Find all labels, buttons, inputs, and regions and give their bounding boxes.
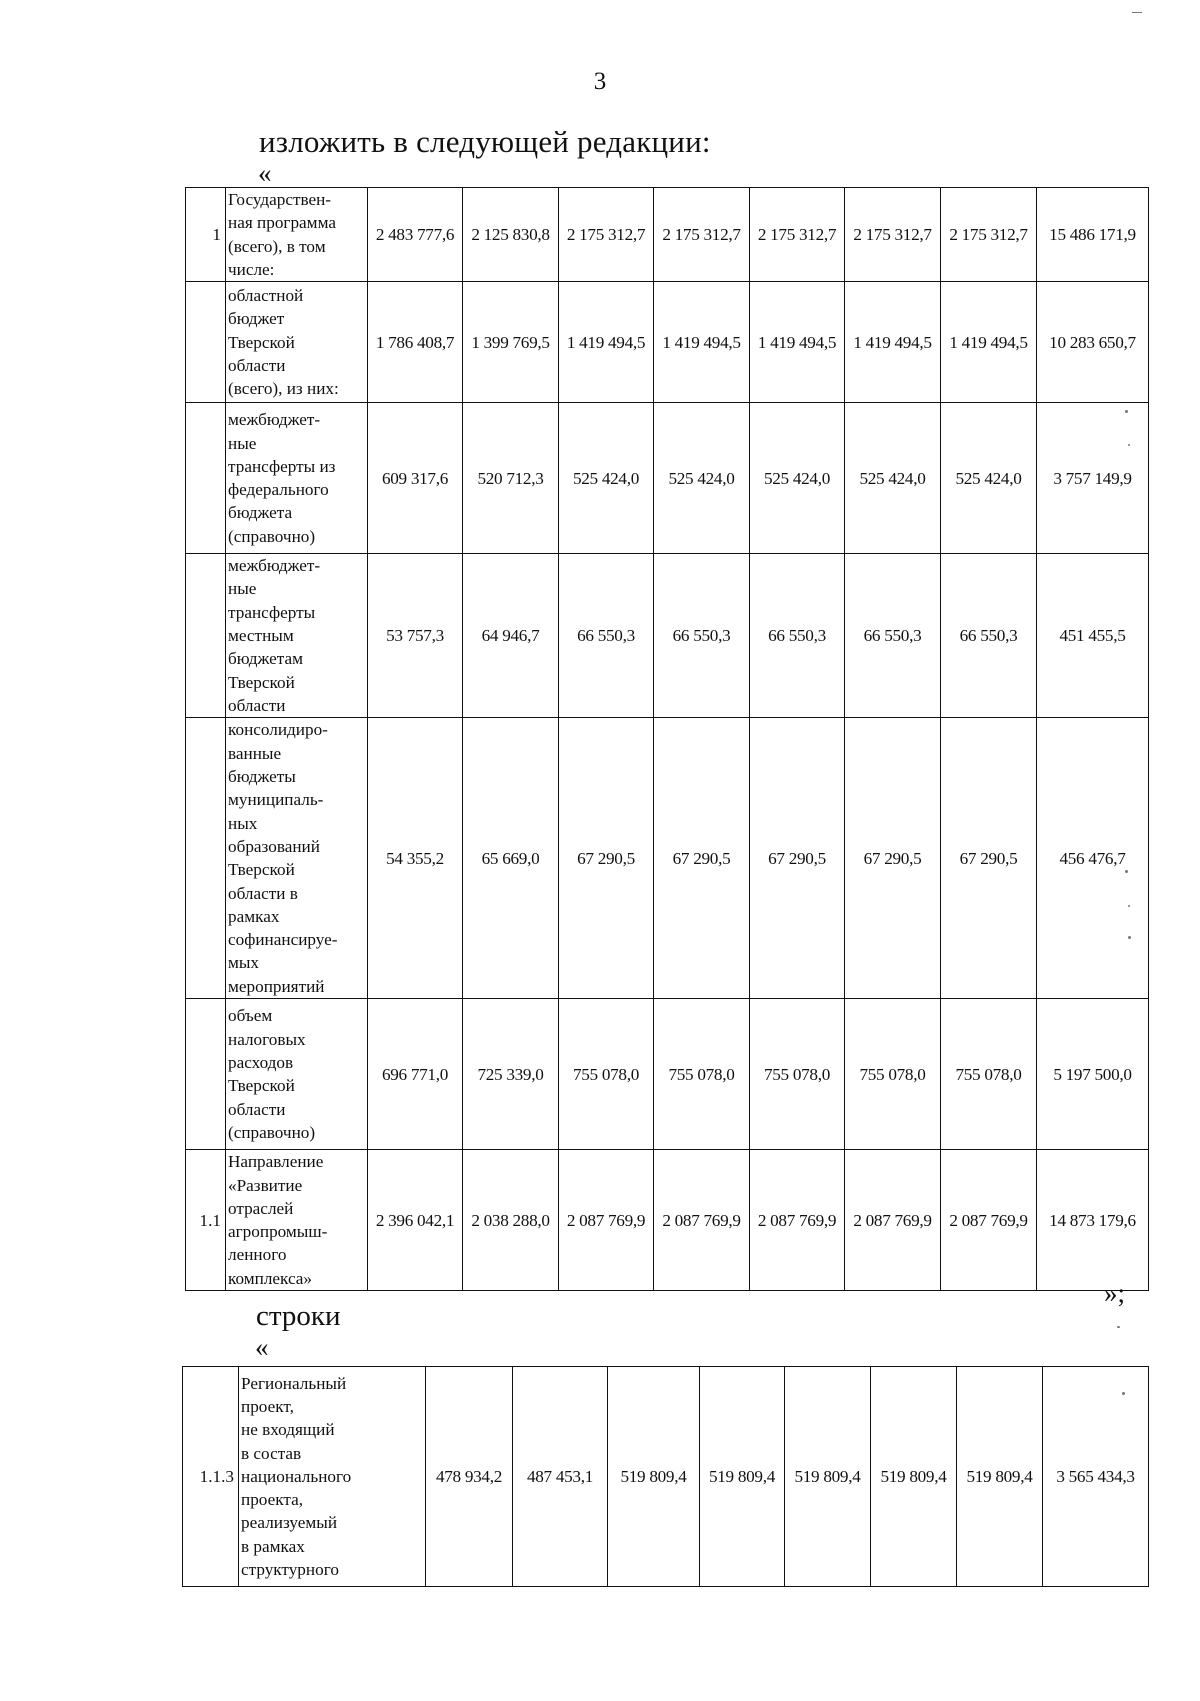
table-row	[186, 554, 1149, 718]
budget-table	[185, 187, 1149, 1291]
value-cell: 2 087 769,9	[941, 1150, 1037, 1291]
value-cell: 755 078,0	[654, 999, 750, 1150]
value-cell: 67 290,5	[845, 718, 941, 999]
value-cell: 64 946,7	[463, 554, 559, 718]
row-name-cell: межбюджет- ные трансферты из федерального бюджета (справочно)	[226, 403, 368, 554]
row-number-cell	[186, 554, 226, 718]
table-row	[186, 282, 1149, 403]
row-name-cell: областной бюджет Тверской области (всего), из них:	[226, 282, 368, 403]
row-number-cell	[186, 403, 226, 554]
value-cell: 451 455,5	[1037, 554, 1149, 718]
table-row	[186, 188, 1149, 282]
value-cell: 10 283 650,7	[1037, 282, 1149, 403]
value-cell: 2 087 769,9	[559, 1150, 654, 1291]
value-cell: 2 038 288,0	[463, 1150, 559, 1291]
value-cell: 755 078,0	[845, 999, 941, 1150]
value-cell: 2 087 769,9	[654, 1150, 750, 1291]
scan-speck	[1132, 12, 1142, 13]
row-name-cell: объем налоговых расходов Тверской области (справочно)	[226, 999, 368, 1150]
value-cell: 1 419 494,5	[845, 282, 941, 403]
value-cell: 67 290,5	[654, 718, 750, 999]
value-cell: 3 565 434,3	[1043, 1367, 1149, 1587]
value-cell: 525 424,0	[750, 403, 845, 554]
value-cell: 2 396 042,1	[368, 1150, 463, 1291]
value-cell: 696 771,0	[368, 999, 463, 1150]
value-cell: 525 424,0	[654, 403, 750, 554]
value-cell: 2 175 312,7	[654, 188, 750, 282]
scan-speck	[1117, 1326, 1120, 1328]
value-cell: 478 934,2	[426, 1367, 513, 1587]
value-cell: 519 809,4	[608, 1367, 700, 1587]
value-cell: 525 424,0	[845, 403, 941, 554]
value-cell: 2 125 830,8	[463, 188, 559, 282]
table-row	[183, 1367, 1149, 1587]
open-quote-mark-2: «	[255, 1332, 269, 1362]
value-cell: 66 550,3	[559, 554, 654, 718]
row-name-cell: консолидиро- ванные бюджеты муниципаль- ных образований Тверской области в рамках софинансируе- мых мероприятий	[226, 718, 368, 999]
value-cell: 2 087 769,9	[845, 1150, 941, 1291]
value-cell: 2 175 312,7	[845, 188, 941, 282]
value-cell: 53 757,3	[368, 554, 463, 718]
row-name-cell: межбюджет- ные трансферты местным бюджетам Тверской области	[226, 554, 368, 718]
table-row	[186, 403, 1149, 554]
value-cell: 755 078,0	[750, 999, 845, 1150]
value-cell: 1 419 494,5	[941, 282, 1037, 403]
row-name-cell: Направление «Развитие отраслей агропромыш- ленного комплекса»	[226, 1150, 368, 1291]
value-cell: 2 175 312,7	[750, 188, 845, 282]
value-cell: 519 809,4	[871, 1367, 957, 1587]
value-cell: 2 175 312,7	[559, 188, 654, 282]
value-cell: 1 419 494,5	[559, 282, 654, 403]
value-cell: 2 483 777,6	[368, 188, 463, 282]
row-number-cell: 1.1	[186, 1150, 226, 1291]
value-cell: 66 550,3	[941, 554, 1037, 718]
row-number-cell	[186, 282, 226, 403]
value-cell: 519 809,4	[700, 1367, 785, 1587]
value-cell: 2 087 769,9	[750, 1150, 845, 1291]
value-cell: 3 757 149,9	[1037, 403, 1149, 554]
table-row	[186, 999, 1149, 1150]
value-cell: 66 550,3	[654, 554, 750, 718]
open-quote-mark: «	[258, 158, 272, 188]
value-cell: 525 424,0	[559, 403, 654, 554]
row-name-cell: Государствен- ная программа (всего), в том числе:	[226, 188, 368, 282]
scan-speck	[1128, 905, 1130, 907]
scan-speck	[1128, 444, 1130, 446]
value-cell: 519 809,4	[785, 1367, 871, 1587]
value-cell: 54 355,2	[368, 718, 463, 999]
value-cell: 5 197 500,0	[1037, 999, 1149, 1150]
row-name-cell: Региональный проект, не входящий в состав национального проекта, реализуемый в рамках структурного	[239, 1367, 426, 1587]
closing-quote-mark: »;	[1104, 1278, 1126, 1308]
value-cell: 755 078,0	[559, 999, 654, 1150]
value-cell: 67 290,5	[750, 718, 845, 999]
page-number: 3	[593, 68, 607, 95]
value-cell: 15 486 171,9	[1037, 188, 1149, 282]
value-cell: 1 419 494,5	[654, 282, 750, 403]
section-heading: строки	[256, 1300, 341, 1332]
value-cell: 609 317,6	[368, 403, 463, 554]
value-cell: 456 476,7	[1037, 718, 1149, 999]
value-cell: 1 419 494,5	[750, 282, 845, 403]
value-cell: 725 339,0	[463, 999, 559, 1150]
value-cell: 755 078,0	[941, 999, 1037, 1150]
row-number-cell	[186, 718, 226, 999]
value-cell: 487 453,1	[513, 1367, 608, 1587]
scan-speck	[1125, 410, 1128, 413]
row-number-cell: 1	[186, 188, 226, 282]
row-number-cell	[186, 999, 226, 1150]
value-cell: 520 712,3	[463, 403, 559, 554]
value-cell: 67 290,5	[559, 718, 654, 999]
value-cell: 1 399 769,5	[463, 282, 559, 403]
value-cell: 66 550,3	[750, 554, 845, 718]
value-cell: 67 290,5	[941, 718, 1037, 999]
heading: изложить в следующей редакции:	[259, 124, 711, 159]
value-cell: 525 424,0	[941, 403, 1037, 554]
value-cell: 66 550,3	[845, 554, 941, 718]
table-row	[186, 1150, 1149, 1291]
value-cell: 14 873 179,6	[1037, 1150, 1149, 1291]
table-row	[186, 718, 1149, 999]
row-number-cell: 1.1.3	[183, 1367, 239, 1587]
scan-speck	[1128, 936, 1131, 939]
value-cell: 1 786 408,7	[368, 282, 463, 403]
value-cell: 519 809,4	[957, 1367, 1043, 1587]
scan-speck	[1125, 870, 1128, 873]
scan-speck	[1122, 1392, 1125, 1395]
project-table	[182, 1366, 1149, 1587]
value-cell: 2 175 312,7	[941, 188, 1037, 282]
value-cell: 65 669,0	[463, 718, 559, 999]
